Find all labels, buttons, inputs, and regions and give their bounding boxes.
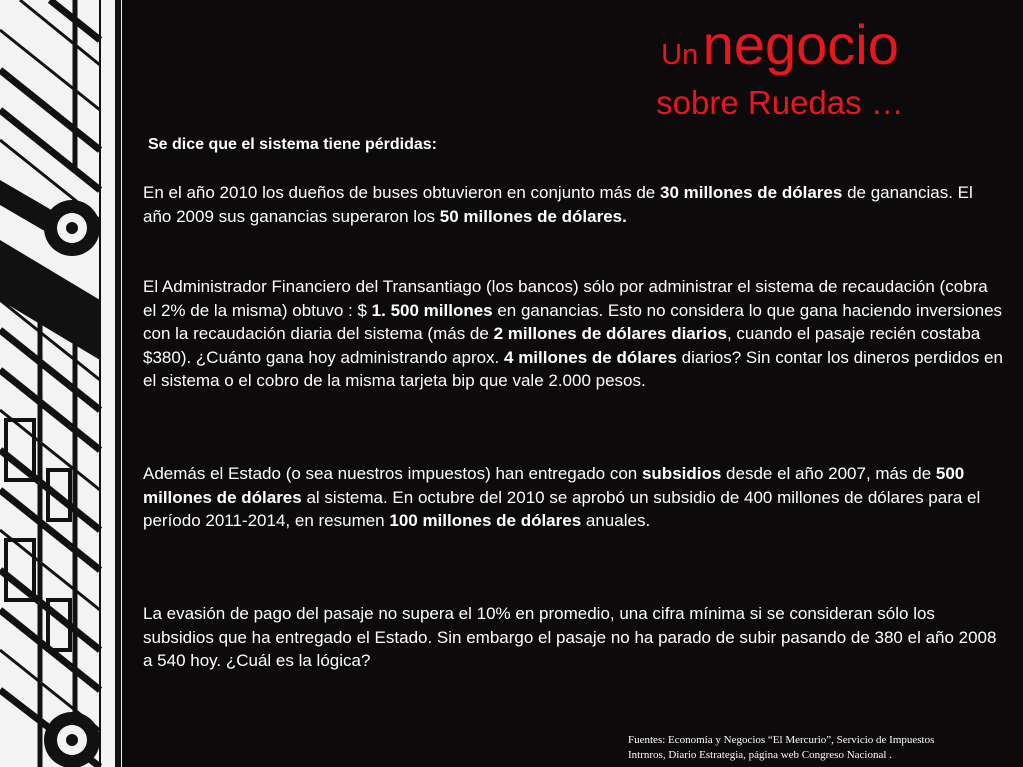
highlight-segment: 4 millones de dólares xyxy=(504,347,677,367)
text-segment: En el año 2010 los dueños de buses obtuvieron en conjunto más de xyxy=(143,183,660,202)
highlight-segment: 30 millones de dólares xyxy=(659,183,843,202)
text-segment: diarios? Sin contar los dineros perdidos en el sistema o el cobro de la misma tarjeta bip que vale 2.000 pesos. xyxy=(143,347,1003,390)
text-segment: al sistema. En octubre del 2010 se aprobó un subsidio de 400 millones de dólares para el período 2011-2014, en resumen xyxy=(143,487,981,530)
paragraph-administrator xyxy=(143,275,1003,393)
highlight-segment: 50 millones de dólares. xyxy=(439,206,627,226)
sources-line: Intrnros, Diario Estrategia, página web Congreso Nacional . xyxy=(628,749,892,761)
highlight-segment: 1. 500 millones xyxy=(371,300,493,320)
highlight-segment: 2 millones de dólares diarios xyxy=(493,324,727,343)
text-segment: , cuando el pasaje recién costaba $380). ¿Cuánto gana hoy administrando aprox. xyxy=(143,324,981,367)
paragraph-bus-owners xyxy=(143,181,1003,228)
title-word-un: Un xyxy=(661,39,699,71)
text-segment: anuales. xyxy=(581,511,651,530)
sources-footnote xyxy=(628,733,1008,763)
sources-line: Fuentes: Economía y Negocios “El Mercurio”, Servicio de Impuestos xyxy=(628,734,935,746)
paragraph-subsidies xyxy=(143,462,1003,533)
text-segment: de ganancias. El año 2009 sus ganancias superaron los xyxy=(143,183,973,226)
text-segment: La evasión de pago del pasaje no supera el 10% en promedio, una cifra mínima si se consideran sólo los subsidios que ha entregado el Estado. Sin embargo el pasaje no ha parado de subir pasando de 380 el año 2008 a 540 hoy. ¿Cuál es la lógica? xyxy=(143,604,997,670)
slide-title xyxy=(560,12,1000,77)
text-segment: Además el Estado (o sea nuestros impuestos) han entregado con xyxy=(143,464,642,483)
text-segment: El Administrador Financiero del Transantiago (los bancos) sólo por administrar el sistema de recaudación (cobra el 2% de la misma) obtuvo : $ xyxy=(143,277,988,320)
text-segment: en ganancias. Esto no considera lo que gana haciendo inversiones con la recaudación diaria del sistema (más de xyxy=(143,300,1003,343)
bus-illustration-icon xyxy=(0,0,122,767)
highlight-segment: 100 millones de dólares xyxy=(389,511,582,530)
subheading: Se dice que el sistema tiene pérdidas: xyxy=(148,136,437,153)
highlight-segment: subsidios xyxy=(641,464,722,483)
title-word-negocio: negocio xyxy=(702,13,899,76)
text-segment: desde el año 2007, más de xyxy=(721,464,936,483)
highlight-segment: 500 millones de dólares xyxy=(143,464,965,507)
paragraph-evasion xyxy=(143,602,1003,673)
slide-title-line2: sobre Ruedas … xyxy=(656,84,904,121)
